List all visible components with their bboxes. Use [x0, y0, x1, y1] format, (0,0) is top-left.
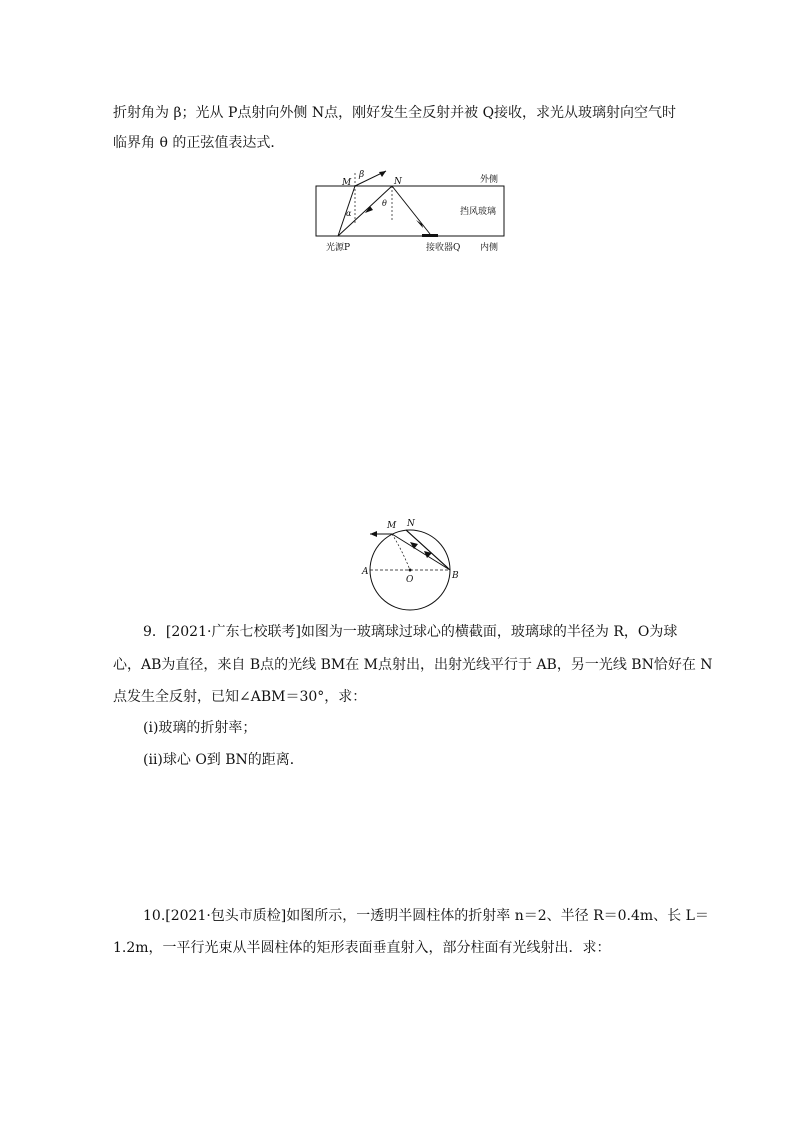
- problem9-part1: (ⅰ)玻璃的折射率；: [143, 720, 257, 736]
- problem8-text-line2: 临界角 θ 的正弦值表达式．: [113, 135, 285, 151]
- ray-bm: [392, 534, 450, 570]
- glass-sphere-figure: [360, 512, 470, 614]
- label-alpha: α: [346, 209, 352, 218]
- label-n: N: [407, 519, 415, 529]
- label-a: A: [362, 567, 369, 577]
- label-outside: 外侧: [480, 175, 499, 185]
- problem10-text-line2: 1.2m，一平行光束从半圆柱体的矩形表面垂直射入，部分柱面有光线射出．求：: [113, 940, 611, 956]
- problem9-text-line2: 心，AB为直径，来自 B点的光线 BM在 M点射出，出射光线平行于 AB，另一光线 BN恰好在 N: [113, 657, 713, 673]
- label-source: 光源P: [326, 243, 351, 253]
- problem10-text-line1: 10.[2021·包头市质检]如图所示，一透明半圆柱体的折射率 n＝2、半径 R＝0.4m、长 L＝: [143, 908, 709, 924]
- problem8-text-line1: 折射角为 β；光从 P点射向外侧 N点，刚好发生全反射并被 Q接收，求光从玻璃射向空气时: [113, 105, 677, 121]
- emergent-arrow: [370, 531, 377, 537]
- label-inside: 内侧: [480, 243, 499, 253]
- label-o: O: [406, 575, 414, 585]
- problem9-text-line1: 9．[2021·广东七校联考]如图为一玻璃球过球心的横截面，玻璃球的半径为 R，O为球: [143, 624, 678, 640]
- problem9-text-line3: 点发生全反射，已知∠ABM＝30°，求：: [113, 689, 367, 705]
- reflected-ray: [392, 186, 430, 234]
- label-m: M: [342, 178, 352, 188]
- label-theta: θ: [382, 199, 387, 208]
- label-m: M: [387, 521, 397, 531]
- windshield-figure: [310, 168, 510, 258]
- label-b: B: [452, 571, 459, 581]
- label-beta: β: [359, 170, 365, 180]
- reflected-ray-n: [406, 530, 448, 568]
- label-receiver: 接收器Q: [426, 243, 461, 253]
- label-glass: 挡风玻璃: [460, 207, 497, 217]
- receiver-bar: [422, 234, 438, 237]
- label-n: N: [394, 177, 402, 187]
- problem9-part2: (ⅱ)球心 O到 BN的距离．: [143, 752, 304, 768]
